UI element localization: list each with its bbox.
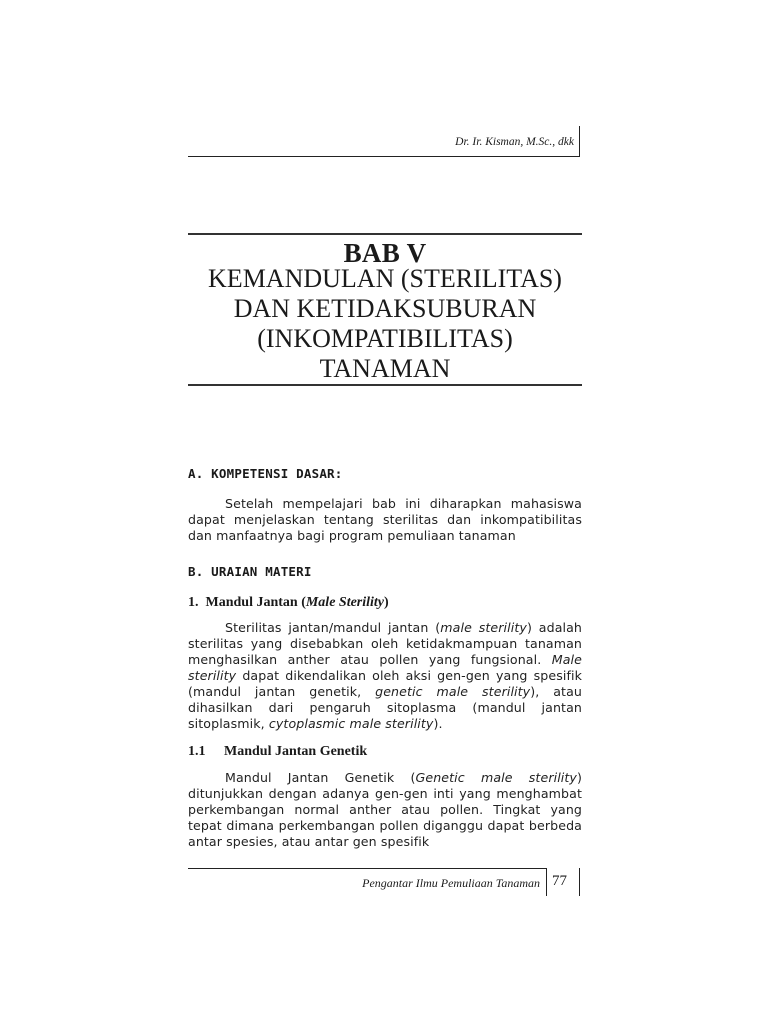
header-vertical-rule (579, 126, 580, 157)
section-a-paragraph (188, 496, 582, 544)
subsection-1-1-number: 1.1 (188, 744, 206, 759)
footer-vertical-rule-right (579, 868, 580, 896)
running-header-author: Dr. Ir. Kisman, M.Sc., dkk (455, 136, 574, 148)
section-a-heading: A. KOMPETENSI DASAR: (188, 466, 343, 481)
chapter-title-line-1: KEMANDULAN (STERILITAS) (208, 264, 562, 293)
subsection-1-paragraph: Sterilitas jantan/mandul jantan (male sterility) adalah sterilitas yang disebabkan oleh ketidakmampuan tanaman menghasilkan anther atau pollen yang fungsional. Male sterility dapat dikendalikan oleh aksi gen-gen yang spesifik (mandul jantan genetik, genetic male sterility), atau dihasilkan dari pengaruh sitoplasma (mandul jantan sitoplasmik, cytoplasmic male sterility). (188, 620, 583, 731)
section-a-text: Setelah mempelajari bab ini diharapkan mahasiswa dapat menjelaskan tentang sterilitas dan inkompatibilitas dan manfaatnya bagi program pemuliaan tanaman (188, 496, 582, 543)
subsection-1-title: Mandul Jantan ( (205, 595, 306, 610)
subsection-1-heading: 1. Mandul Jantan (Male Sterility) (188, 595, 389, 610)
running-footer-title: Pengantar Ilmu Pemuliaan Tanaman (362, 876, 540, 890)
chapter-title-line-3: (INKOMPATIBILITAS) (257, 324, 513, 353)
subsection-1-number: 1. (188, 595, 199, 610)
footer-vertical-rule (546, 868, 547, 896)
header-rule (188, 156, 580, 157)
chapter-number: BAB V (343, 238, 427, 268)
subsection-1-1-heading (188, 744, 367, 760)
page-number: 77 (552, 873, 567, 889)
section-b-heading: B. URAIAN MATERI (188, 564, 312, 579)
title-bottom-rule (188, 384, 582, 386)
title-top-rule (188, 233, 582, 235)
subsection-1-1-paragraph: Mandul Jantan Genetik (Genetic male sterility) ditunjukkan dengan adanya gen-gen inti yang menghambat perkembangan normal anther atau pollen. Tingkat yang tepat dimana perkembangan pollen diganggu dapat berbeda antar spesies, atau antar gen spesifik (188, 770, 583, 849)
subsection-1-1-title: Mandul Jantan Genetik (224, 744, 368, 759)
subsection-1-title-italic: Male Sterility (305, 595, 385, 610)
chapter-title-line-2: DAN KETIDAKSUBURAN (233, 294, 537, 323)
chapter-title-line-4: TANAMAN (319, 354, 451, 383)
footer-rule (188, 868, 546, 869)
